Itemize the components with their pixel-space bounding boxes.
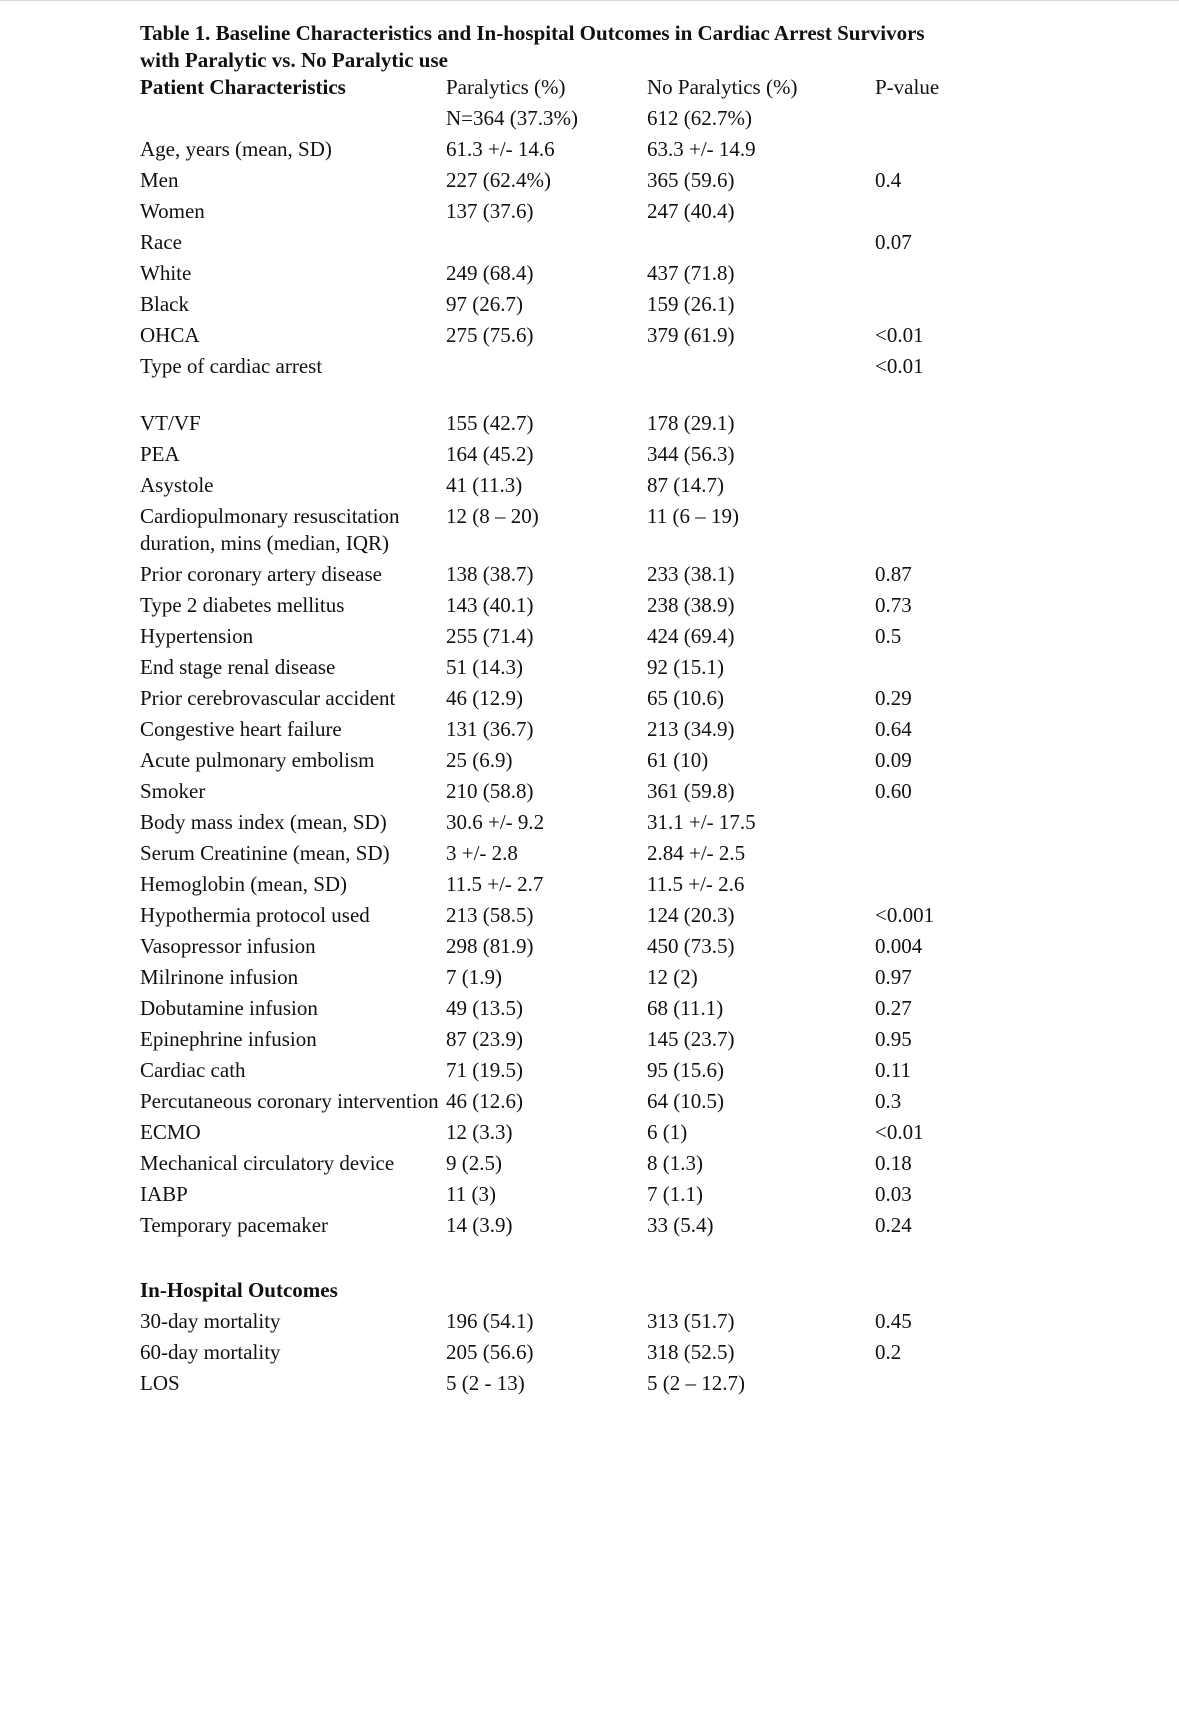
row-no-paralytics: 11.5 +/- 2.6: [647, 872, 745, 896]
row-no-paralytics: 31.1 +/- 17.5: [647, 810, 756, 834]
row-p-value: [875, 503, 1140, 561]
row-p-value: 0.73: [875, 593, 912, 617]
table-row: [140, 322, 1140, 353]
row-no-paralytics: 65 (10.6): [647, 686, 724, 710]
row-paralytics: 49 (13.5): [446, 996, 523, 1020]
n-row-no-paralytics: 612 (62.7%): [647, 106, 752, 130]
n-row: [140, 105, 1140, 136]
row-label: Women: [140, 199, 205, 223]
row-p-value: 0.45: [875, 1309, 912, 1333]
row-no-paralytics: [647, 353, 875, 384]
table-row: [140, 260, 1140, 291]
table-row: [140, 441, 1140, 472]
document: [140, 20, 1140, 1401]
table-row: [140, 1370, 1140, 1401]
row-label: 60-day mortality: [140, 1340, 281, 1364]
row-label: Percutaneous coronary intervention: [140, 1089, 439, 1113]
row-p-value: [875, 260, 1140, 291]
row-no-paralytics: 12 (2): [647, 965, 698, 989]
row-no-paralytics: 178 (29.1): [647, 411, 735, 435]
row-label: Cardiopulmonary resuscitation duration, mins (median, IQR): [140, 504, 400, 555]
row-paralytics: 41 (11.3): [446, 473, 523, 497]
row-p-value: 0.87: [875, 562, 912, 586]
table-row: [140, 1026, 1140, 1057]
row-paralytics: 97 (26.7): [446, 292, 523, 316]
table-row: [140, 1119, 1140, 1150]
row-label: 30-day mortality: [140, 1309, 281, 1333]
table-row: [140, 1181, 1140, 1212]
row-paralytics: 11.5 +/- 2.7: [446, 872, 544, 896]
table-row: [140, 503, 1140, 561]
table-row: [140, 1339, 1140, 1370]
row-p-value: [875, 198, 1140, 229]
spacer-cell: [140, 1243, 1140, 1277]
row-paralytics: 71 (19.5): [446, 1058, 523, 1082]
row-no-paralytics: 92 (15.1): [647, 655, 724, 679]
table-row: [140, 592, 1140, 623]
row-p-value: 0.07: [875, 230, 912, 254]
table-row: [140, 167, 1140, 198]
row-paralytics: 3 +/- 2.8: [446, 841, 518, 865]
row-label: White: [140, 261, 192, 285]
row-paralytics: 249 (68.4): [446, 261, 534, 285]
table-row: [140, 1088, 1140, 1119]
row-no-paralytics: [647, 229, 875, 260]
n-row-p-value: [875, 105, 1140, 136]
row-paralytics: 61.3 +/- 14.6: [446, 137, 555, 161]
row-p-value: 0.004: [875, 934, 923, 958]
row-paralytics: 14 (3.9): [446, 1213, 513, 1237]
row-paralytics: 255 (71.4): [446, 624, 534, 648]
row-no-paralytics: 63.3 +/- 14.9: [647, 137, 756, 161]
row-p-value: 0.2: [875, 1340, 902, 1364]
row-p-value: 0.27: [875, 996, 912, 1020]
table-row: [140, 353, 1140, 384]
row-no-paralytics: 379 (61.9): [647, 323, 735, 347]
table-row: [140, 995, 1140, 1026]
row-paralytics: 137 (37.6): [446, 199, 534, 223]
row-label: Prior cerebrovascular accident: [140, 686, 396, 710]
table-row: [140, 778, 1140, 809]
row-paralytics: 51 (14.3): [446, 655, 523, 679]
row-p-value: [875, 1370, 1140, 1401]
table-row: [140, 410, 1140, 441]
row-p-value: [875, 441, 1140, 472]
row-p-value: [875, 472, 1140, 503]
row-no-paralytics: 213 (34.9): [647, 717, 735, 741]
row-label: Smoker: [140, 779, 206, 803]
row-label: Mechanical circulatory device: [140, 1151, 395, 1175]
row-label: Temporary pacemaker: [140, 1213, 329, 1237]
row-paralytics: 164 (45.2): [446, 442, 534, 466]
table-row: [140, 902, 1140, 933]
row-p-value: 0.3: [875, 1089, 902, 1113]
row-p-value: [875, 809, 1140, 840]
table-row: [140, 933, 1140, 964]
row-no-paralytics: 95 (15.6): [647, 1058, 724, 1082]
row-no-paralytics: 159 (26.1): [647, 292, 735, 316]
table-row: [140, 747, 1140, 778]
table-row: [140, 1057, 1140, 1088]
table-row: [140, 291, 1140, 322]
row-label: Black: [140, 292, 189, 316]
row-p-value: <0.01: [875, 354, 924, 378]
row-paralytics: 298 (81.9): [446, 934, 534, 958]
row-no-paralytics: 238 (38.9): [647, 593, 735, 617]
table-row: [140, 1150, 1140, 1181]
header-row: [140, 74, 1140, 105]
row-paralytics: 9 (2.5): [446, 1151, 502, 1175]
row-paralytics: 46 (12.9): [446, 686, 523, 710]
row-p-value: 0.24: [875, 1213, 912, 1237]
row-p-value: <0.01: [875, 323, 924, 347]
outcomes-section-heading: In-Hospital Outcomes: [140, 1278, 338, 1302]
table-row: [140, 472, 1140, 503]
row-paralytics: [446, 353, 647, 384]
row-no-paralytics: 344 (56.3): [647, 442, 735, 466]
row-p-value: 0.95: [875, 1027, 912, 1051]
row-p-value: 0.64: [875, 717, 912, 741]
row-paralytics: 87 (23.9): [446, 1027, 523, 1051]
spacer-cell: [140, 384, 1140, 410]
row-label: Hypertension: [140, 624, 254, 648]
row-label: Age, years (mean, SD): [140, 137, 332, 161]
header-paralytics: Paralytics (%): [446, 75, 566, 99]
row-label: Prior coronary artery disease: [140, 562, 382, 586]
row-label: Serum Creatinine (mean, SD): [140, 841, 390, 865]
row-paralytics: 155 (42.7): [446, 411, 534, 435]
row-no-paralytics: 313 (51.7): [647, 1309, 735, 1333]
row-label: Epinephrine infusion: [140, 1027, 317, 1051]
row-paralytics: 196 (54.1): [446, 1309, 534, 1333]
header-p-value: P-value: [875, 75, 940, 99]
row-paralytics: 213 (58.5): [446, 903, 534, 927]
row-no-paralytics: 6 (1): [647, 1120, 688, 1144]
spacer-row: [140, 384, 1140, 410]
row-p-value: [875, 871, 1140, 902]
row-no-paralytics: 64 (10.5): [647, 1089, 724, 1113]
row-label: Acute pulmonary embolism: [140, 748, 375, 772]
row-p-value: 0.29: [875, 686, 912, 710]
row-no-paralytics: 33 (5.4): [647, 1213, 714, 1237]
header-characteristic: Patient Characteristics: [140, 75, 346, 99]
row-paralytics: [446, 229, 647, 260]
row-p-value: 0.03: [875, 1182, 912, 1206]
row-p-value: 0.4: [875, 168, 902, 192]
row-label: Asystole: [140, 473, 214, 497]
row-label: PEA: [140, 442, 180, 466]
row-no-paralytics: 11 (6 – 19): [647, 504, 739, 528]
row-label: Type 2 diabetes mellitus: [140, 593, 345, 617]
row-no-paralytics: 87 (14.7): [647, 473, 724, 497]
row-paralytics: 210 (58.8): [446, 779, 534, 803]
spacer-row: [140, 1243, 1140, 1277]
row-p-value: 0.60: [875, 779, 912, 803]
row-label: OHCA: [140, 323, 200, 347]
row-no-paralytics: 247 (40.4): [647, 199, 735, 223]
row-no-paralytics: 124 (20.3): [647, 903, 735, 927]
row-paralytics: 138 (38.7): [446, 562, 534, 586]
row-p-value: [875, 136, 1140, 167]
row-label: Dobutamine infusion: [140, 996, 318, 1020]
row-no-paralytics: 8 (1.3): [647, 1151, 703, 1175]
row-paralytics: 46 (12.6): [446, 1089, 523, 1113]
row-no-paralytics: 450 (73.5): [647, 934, 735, 958]
row-label: Hypothermia protocol used: [140, 903, 370, 927]
row-paralytics: 227 (62.4%): [446, 168, 551, 192]
n-row-paralytics: N=364 (37.3%): [446, 106, 578, 130]
table-row: [140, 716, 1140, 747]
row-no-paralytics: 5 (2 – 12.7): [647, 1371, 745, 1395]
row-paralytics: 205 (56.6): [446, 1340, 534, 1364]
table-row: [140, 809, 1140, 840]
row-no-paralytics: 61 (10): [647, 748, 709, 772]
row-paralytics: 11 (3): [446, 1182, 496, 1206]
row-label: Cardiac cath: [140, 1058, 246, 1082]
row-label: Body mass index (mean, SD): [140, 810, 387, 834]
top-border: [0, 0, 1179, 1]
row-paralytics: 7 (1.9): [446, 965, 502, 989]
row-no-paralytics: 2.84 +/- 2.5: [647, 841, 746, 865]
row-no-paralytics: 437 (71.8): [647, 261, 735, 285]
row-paralytics: 275 (75.6): [446, 323, 534, 347]
row-paralytics: 30.6 +/- 9.2: [446, 810, 545, 834]
row-no-paralytics: 145 (23.7): [647, 1027, 735, 1051]
row-no-paralytics: 233 (38.1): [647, 562, 735, 586]
row-p-value: <0.01: [875, 1120, 924, 1144]
header-no-paralytics: No Paralytics (%): [647, 75, 798, 99]
row-label: Vasopressor infusion: [140, 934, 316, 958]
row-paralytics: 12 (8 – 20): [446, 504, 539, 528]
row-no-paralytics: 318 (52.5): [647, 1340, 735, 1364]
row-label: End stage renal disease: [140, 655, 336, 679]
table-title: Table 1. Baseline Characteristics and In-hospital Outcomes in Cardiac Arrest Survivors with Paralytic vs. No Paralytic use: [140, 21, 925, 72]
table-row: [140, 198, 1140, 229]
row-label: Congestive heart failure: [140, 717, 342, 741]
table-row: [140, 964, 1140, 995]
table-row: [140, 561, 1140, 592]
outcomes-section-row: [140, 1277, 1140, 1308]
row-p-value: 0.5: [875, 624, 902, 648]
table-row: [140, 871, 1140, 902]
table-row: [140, 840, 1140, 871]
row-label: LOS: [140, 1371, 180, 1395]
row-no-paralytics: 68 (11.1): [647, 996, 724, 1020]
row-p-value: <0.001: [875, 903, 935, 927]
row-paralytics: 131 (36.7): [446, 717, 534, 741]
row-label: Men: [140, 168, 179, 192]
row-p-value: [875, 654, 1140, 685]
row-p-value: [875, 840, 1140, 871]
row-p-value: 0.18: [875, 1151, 912, 1175]
row-p-value: [875, 291, 1140, 322]
row-p-value: 0.97: [875, 965, 912, 989]
row-label: Milrinone infusion: [140, 965, 299, 989]
row-label: IABP: [140, 1182, 188, 1206]
row-label: Hemoglobin (mean, SD): [140, 872, 348, 896]
row-paralytics: 12 (3.3): [446, 1120, 513, 1144]
table-row: [140, 654, 1140, 685]
table-row: [140, 229, 1140, 260]
n-row-label: [140, 105, 446, 136]
row-no-paralytics: 361 (59.8): [647, 779, 735, 803]
row-paralytics: 5 (2 - 13): [446, 1371, 525, 1395]
row-label: ECMO: [140, 1120, 201, 1144]
table-row: [140, 1212, 1140, 1243]
row-no-paralytics: 424 (69.4): [647, 624, 735, 648]
row-no-paralytics: 365 (59.6): [647, 168, 735, 192]
row-label: VT/VF: [140, 411, 201, 435]
row-paralytics: 143 (40.1): [446, 593, 534, 617]
table-row: [140, 685, 1140, 716]
row-p-value: 0.11: [875, 1058, 911, 1082]
row-label: Race: [140, 230, 182, 254]
table-row: [140, 136, 1140, 167]
row-p-value: 0.09: [875, 748, 912, 772]
row-paralytics: 25 (6.9): [446, 748, 513, 772]
table-row: [140, 1308, 1140, 1339]
row-label: Type of cardiac arrest: [140, 354, 323, 378]
table-row: [140, 623, 1140, 654]
baseline-table: [140, 74, 1140, 1401]
row-p-value: [875, 410, 1140, 441]
row-no-paralytics: 7 (1.1): [647, 1182, 703, 1206]
